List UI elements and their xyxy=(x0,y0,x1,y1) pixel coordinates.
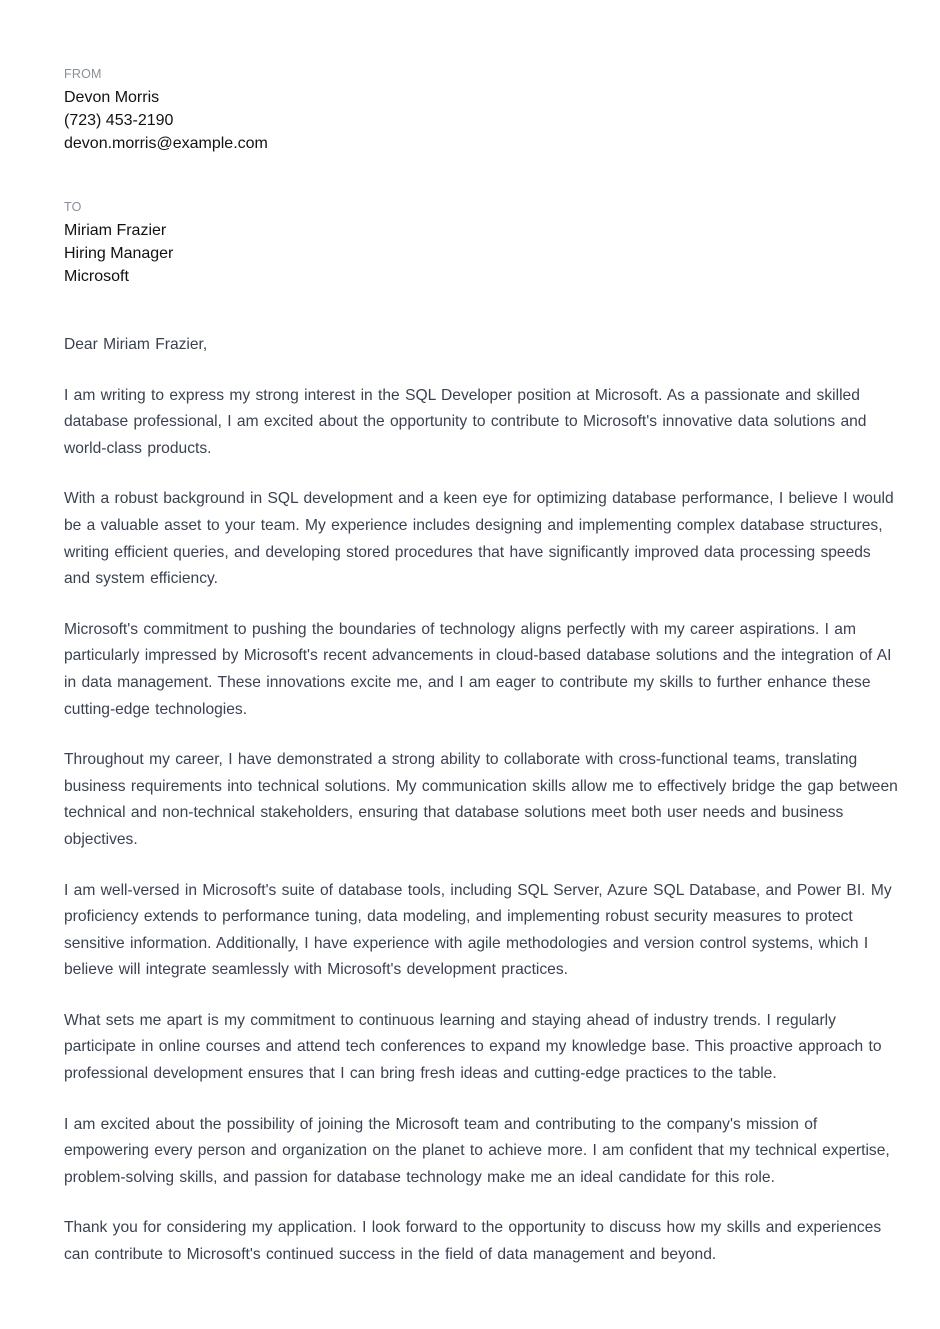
recipient-label: TO xyxy=(64,200,82,214)
letter-paragraph: I am excited about the possibility of joining the Microsoft team and contributing to the company's mission of empowering every person and organization on the planet to achieve more. I am confident that my technical expertise, problem-solving skills, and passion for database technology make me an ideal candidate for this role. xyxy=(64,1115,890,1186)
recipient-company: Microsoft xyxy=(64,268,129,285)
sender-phone: (723) 453-2190 xyxy=(64,112,174,129)
letter-paragraph: Microsoft's commitment to pushing the boundaries of technology aligns perfectly with my career aspirations. I am particularly impressed by Microsoft's recent advancements in cloud-based database solutions and the integration of AI in data management. These innovations excite me, and I am eager to contribute my skills to further enhance these cutting-edge technologies. xyxy=(64,620,892,718)
recipient-name: Miriam Frazier xyxy=(64,222,167,239)
sender-label: FROM xyxy=(64,67,102,81)
letter-paragraph: With a robust background in SQL development and a keen eye for optimizing database performance, I believe I would be a valuable asset to your team. My experience includes designing and implementing complex database structures, writing efficient queries, and developing stored procedures that have significantly improved data processing speeds and system efficiency. xyxy=(64,490,894,588)
letter-paragraph: I am writing to express my strong interest in the SQL Developer position at Microsoft. As a passionate and skilled database professional, I am excited about the opportunity to contribute to Microsoft's innovative data solutions and world-class products. xyxy=(64,386,867,457)
sender-block xyxy=(64,66,900,155)
letter-greeting: Dear Miriam Frazier, xyxy=(64,336,208,353)
sender-name: Devon Morris xyxy=(64,89,160,106)
letter-paragraph: Thank you for considering my application. I look forward to the opportunity to discuss how my skills and experiences can contribute to Microsoft's continued success in the field of data management and beyond. xyxy=(64,1219,882,1264)
sender-email: devon.morris@example.com xyxy=(64,135,268,152)
recipient-block xyxy=(64,199,900,288)
letter-body xyxy=(64,332,900,1269)
recipient-title: Hiring Manager xyxy=(64,245,174,262)
letter-paragraph: I am well-versed in Microsoft's suite of database tools, including SQL Server, Azure SQL Database, and Power BI. My proficiency extends to performance tuning, data modeling, and implementing robust security measures to protect sensitive information. Additionally, I have experience with agile methodologies and version control systems, which I believe will integrate seamlessly with Microsoft's development practices. xyxy=(64,881,892,979)
letter-paragraph: What sets me apart is my commitment to continuous learning and staying ahead of industry trends. I regularly participate in online courses and attend tech conferences to expand my knowledge base. This proactive approach to professional development ensures that I can bring fresh ideas and cutting-edge practices to the table. xyxy=(64,1011,882,1083)
letter-paragraph: Throughout my career, I have demonstrated a strong ability to collaborate with cross-functional teams, translating business requirements into technical solutions. My communication skills allow me to effectively bridge the gap between technical and non-technical stakeholders, ensuring that database solutions meet both user needs and business objectives. xyxy=(64,751,898,848)
